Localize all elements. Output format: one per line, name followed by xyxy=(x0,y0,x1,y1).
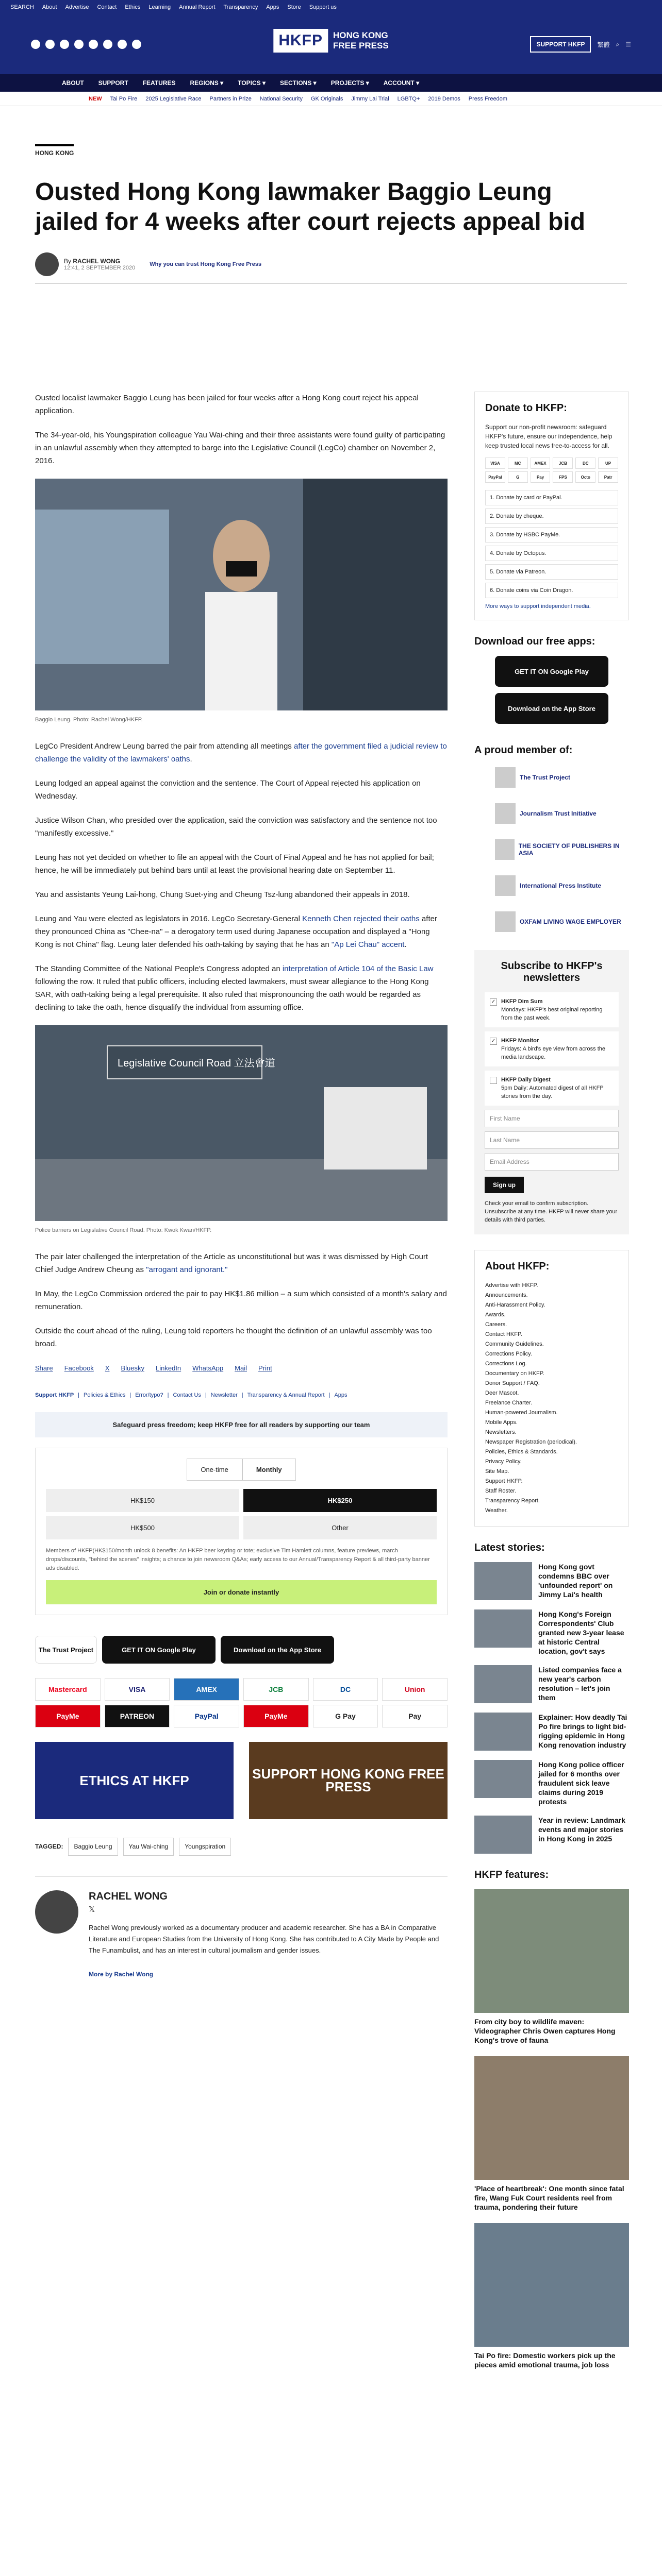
donate-option[interactable]: 2. Donate by cheque. xyxy=(485,509,618,524)
about-link[interactable]: Careers. xyxy=(485,1321,507,1328)
paragraph: Outside the court ahead of the ruling, Leung told reporters he thought the definition of an unlawful assembly was too broad. xyxy=(35,1327,432,1348)
story-thumbnail[interactable] xyxy=(474,1609,532,1648)
trust-link[interactable]: Why you can trust Hong Kong Free Press xyxy=(150,261,262,267)
footer-link[interactable]: Apps xyxy=(334,1392,347,1398)
mastercard-icon[interactable]: Mastercard xyxy=(35,1678,101,1701)
sidebar-heading: Download our free apps: xyxy=(474,636,595,647)
instagram-icon[interactable] xyxy=(60,40,69,49)
partner-logo[interactable]: THE SOCIETY OF PUBLISHERS IN ASIA xyxy=(495,837,629,862)
trust-project-logo[interactable]: The Trust Project xyxy=(35,1636,97,1664)
author-link[interactable]: RACHEL WONG xyxy=(73,258,121,265)
story-thumbnail[interactable] xyxy=(474,1713,532,1751)
about-link[interactable]: Transparency Report. xyxy=(485,1498,540,1504)
road-sign-text: Legislative Council Road 立法會道 xyxy=(118,1058,275,1069)
author-avatar[interactable] xyxy=(35,1890,78,1934)
about-link[interactable]: Corrections Log. xyxy=(485,1361,527,1367)
topbar-link[interactable]: Annual Report xyxy=(179,4,216,10)
partner-logo[interactable]: Journalism Trust Initiative xyxy=(495,801,629,826)
about-box xyxy=(474,1250,629,1527)
last-name-input[interactable]: Last Name xyxy=(485,1131,619,1149)
newsletter-box xyxy=(474,950,629,1234)
frequency-monthly[interactable]: Monthly xyxy=(242,1459,296,1481)
subnav-item[interactable]: GK Originals xyxy=(310,95,343,102)
story-thumbnail[interactable] xyxy=(474,1760,532,1798)
feature-story[interactable]: Tai Po fire: Domestic workers pick up the pieces amid emotional trauma, job loss xyxy=(474,2223,629,2369)
youtube-icon[interactable] xyxy=(89,40,98,49)
apple-pay-icon[interactable]: Pay xyxy=(531,471,551,483)
photo-caption: Baggio Leung. Photo: Rachel Wong/HKFP. xyxy=(35,717,143,723)
amex-icon[interactable]: AMEX xyxy=(174,1678,239,1701)
author-name[interactable]: RACHEL WONG xyxy=(89,1891,168,1902)
about-link[interactable]: Documentary on HKFP. xyxy=(485,1370,544,1377)
about-link[interactable]: Staff Roster. xyxy=(485,1488,517,1494)
about-link[interactable]: Advertise with HKFP. xyxy=(485,1282,538,1289)
inline-link[interactable]: "Ap Lei Chau" accent xyxy=(331,940,405,949)
about-link[interactable]: Awards. xyxy=(485,1312,506,1318)
about-link[interactable]: Site Map. xyxy=(485,1468,509,1475)
photo-illustration xyxy=(35,1025,448,1221)
paragraph: Ousted localist lawmaker Baggio Leung has been jailed for four weeks after a Hong Kong court reject his appeal application. xyxy=(35,394,419,415)
amount-option[interactable]: HK$500 xyxy=(46,1516,239,1539)
jcb-icon[interactable]: JCB xyxy=(243,1678,309,1701)
topbar-link[interactable]: Contact xyxy=(97,4,117,10)
paragraph: LegCo President Andrew Leung barred the pair from attending all meetings after the government filed a judicial review to challenge the validity of the lawmakers' oaths. xyxy=(35,742,447,764)
google-play-badge[interactable]: GET IT ON Google Play xyxy=(495,656,608,687)
share-bluesky[interactable]: Bluesky xyxy=(121,1364,144,1372)
topbar-link[interactable]: Apps xyxy=(266,4,279,10)
topbar-link[interactable]: Transparency xyxy=(223,4,258,10)
paragraph: The Standing Committee of the National People's Congress adopted an interpretation of Article 104 of the Basic Law following the row. It ruled that public officers, including elected lawmakers, must swear allegiance to the Hong Kong SAR, with oath-taking being a legal prerequisite. It also ruled that mispronouncing the oath would be regarded as declining to take the oath, hence disqualify the individual from assuming office. xyxy=(35,964,434,1012)
tag[interactable]: Youngspiration xyxy=(179,1838,231,1856)
more-by-author-link[interactable]: More by Rachel Wong xyxy=(89,1971,154,1978)
paragraph: The 34-year-old, his Youngspiration colleague Yau Wai-ching and their three assistants were found guilty of participating in an unlawful assembly when they attempted to barge into the Legislative Council (LegCo) chamber on November 2, 2016. xyxy=(35,431,445,465)
inline-link[interactable]: interpretation of Article 104 of the Basic Law xyxy=(282,964,434,973)
by-label: By xyxy=(64,258,72,265)
unionpay-icon[interactable]: UP xyxy=(598,457,618,469)
story-thumbnail[interactable] xyxy=(474,1562,532,1600)
about-link[interactable]: Policies, Ethics & Standards. xyxy=(485,1449,558,1455)
about-link[interactable]: Mobile Apps. xyxy=(485,1419,518,1426)
nav-item[interactable]: FEATURES xyxy=(142,79,176,87)
visa-icon[interactable]: VISA xyxy=(105,1678,170,1701)
frequency-one-time[interactable]: One-time xyxy=(187,1459,242,1481)
author-box xyxy=(35,1876,448,1981)
latest-story[interactable]: Hong Kong police officer jailed for 6 months over fraudulent sick leave claims during 2019 protests xyxy=(474,1760,629,1806)
partner-logo[interactable]: The Trust Project xyxy=(495,765,629,790)
more-ways-link[interactable]: More ways to support independent media. xyxy=(485,603,591,609)
latest-story[interactable]: Hong Kong's Foreign Correspondents' Club granted new 3-year lease at historic Central location, gov't says xyxy=(474,1609,629,1656)
donate-box xyxy=(474,392,629,620)
topbar-link[interactable]: Advertise xyxy=(65,4,89,10)
main-nav xyxy=(0,74,662,92)
paragraph: The pair later challenged the interpretation of the Article as unconstitutional but was it was dismissed by High Court Chief Judge Andrew Cheung as "arrogant and ignorant." xyxy=(35,1252,428,1274)
category-label[interactable]: HONG KONG xyxy=(35,144,74,157)
jcb-icon[interactable]: JCB xyxy=(553,457,573,469)
nav-item[interactable]: PROJECTS ▾ xyxy=(330,79,369,87)
share-whatsapp[interactable]: WhatsApp xyxy=(192,1364,224,1372)
subnav-item[interactable]: Partners in Prize xyxy=(209,95,252,102)
feature-image[interactable] xyxy=(474,1889,629,2013)
nav-item[interactable]: ABOUT xyxy=(62,79,84,87)
feature-story[interactable]: From city boy to wildlife maven: Videographer Chris Owen captures Hong Kong's trove of fauna xyxy=(474,1889,629,2045)
divider xyxy=(35,283,627,284)
topbar-link[interactable]: Store xyxy=(287,4,301,10)
search-icon[interactable]: ⌕ xyxy=(616,40,620,48)
inline-link[interactable]: after the government filed a judicial review to challenge the validity of the lawmakers' oaths xyxy=(35,742,447,764)
share-button[interactable]: Share xyxy=(35,1364,53,1372)
rss-icon[interactable] xyxy=(132,40,141,49)
threads-icon[interactable] xyxy=(74,40,84,49)
email-input[interactable]: Email Address xyxy=(485,1153,619,1171)
latest-stories xyxy=(474,1562,629,1854)
latest-story[interactable]: Explainer: How deadly Tai Po fire brings to light bid-rigging epidemic in Hong Kong renovation industry xyxy=(474,1713,629,1751)
diners-icon[interactable]: DC xyxy=(575,457,595,469)
support-promo[interactable]: SUPPORT HONG KONG FREE PRESS xyxy=(249,1742,448,1819)
article-header xyxy=(35,129,627,284)
footer-link[interactable]: Transparency & Annual Report xyxy=(247,1392,325,1398)
partner-logo[interactable]: International Press Institute xyxy=(495,873,629,899)
telegram-icon[interactable] xyxy=(103,40,112,49)
paypal-icon[interactable]: PayPal xyxy=(485,471,505,483)
donate-text: Support our non-profit newsroom: safeguard HKFP's future, ensure our independence, help keep trusted local news free-to-access for all. xyxy=(485,423,613,449)
language-toggle[interactable]: 繁體 xyxy=(597,41,610,48)
baggio-leung-photo xyxy=(35,479,448,710)
sidebar-heading: Latest stories: xyxy=(474,1542,545,1553)
join-donate-button[interactable]: Join or donate instantly xyxy=(46,1580,437,1604)
latest-story[interactable]: Year in review: Landmark events and major stories in Hong Kong in 2025 xyxy=(474,1816,629,1854)
mastercard-icon[interactable]: MC xyxy=(508,457,528,469)
paragraph: Justice Wilson Chan, who presided over the application, said the conviction was satisfactory and the sentence not too "manifestly excessive." xyxy=(35,816,437,838)
facebook-icon[interactable] xyxy=(31,40,40,49)
payme-icon[interactable]: PayMe xyxy=(35,1705,101,1727)
subnav-item[interactable]: Jimmy Lai Trial xyxy=(351,95,389,102)
partner-logos xyxy=(474,765,629,935)
about-link[interactable]: Human-powered Journalism. xyxy=(485,1410,558,1416)
article-title: Ousted Hong Kong lawmaker Baggio Leung jailed for 4 weeks after court rejects appeal bid xyxy=(35,178,586,235)
subnav-item[interactable]: Tai Po Fire xyxy=(110,95,138,102)
diners-icon[interactable]: DC xyxy=(313,1678,378,1701)
newsletter-option[interactable]: ✓ HKFP Dim Sum Mondays: HKFP's best original reporting from the past week. xyxy=(485,992,619,1027)
legco-road-photo xyxy=(35,1025,448,1221)
subnav-item[interactable]: 2019 Demos xyxy=(428,95,460,102)
paragraph: In May, the LegCo Commission ordered the pair to pay HK$1.86 million – a sum which consisted of a month's salary and remuneration. xyxy=(35,1290,447,1311)
photo-caption: Police barriers on Legislative Council Road. Photo: Kwok Kwan/HKFP. xyxy=(35,1227,212,1233)
x-icon[interactable]: 𝕏 xyxy=(89,1905,95,1914)
amount-option[interactable]: Other xyxy=(243,1516,437,1539)
topbar-link[interactable]: Support us xyxy=(309,4,337,10)
about-link[interactable]: Newsletters. xyxy=(485,1429,517,1435)
tag-list xyxy=(35,1838,448,1856)
footer-link[interactable]: Newsletter xyxy=(210,1392,238,1398)
about-link[interactable]: Corrections Policy. xyxy=(485,1351,532,1357)
safeguard-banner[interactable]: Safeguard press freedom; keep HKFP free for all readers by supporting our team xyxy=(35,1412,448,1437)
story-thumbnail[interactable] xyxy=(474,1665,532,1703)
about-link[interactable]: Donor Support / FAQ. xyxy=(485,1380,540,1386)
about-link[interactable]: Contact HKFP. xyxy=(485,1331,522,1337)
about-link[interactable]: Privacy Policy. xyxy=(485,1459,522,1465)
topic-subnav xyxy=(0,92,662,106)
footer-link[interactable]: Error/typo? xyxy=(135,1392,163,1398)
sidebar xyxy=(474,392,629,2381)
about-links xyxy=(485,1281,618,1516)
x-icon[interactable] xyxy=(45,40,55,49)
partner-logo[interactable]: OXFAM LIVING WAGE EMPLOYER xyxy=(495,909,629,935)
donate-option[interactable]: 3. Donate by HSBC PayMe. xyxy=(485,527,618,543)
donate-option[interactable]: 5. Donate via Patreon. xyxy=(485,564,618,580)
google-pay-icon[interactable]: G xyxy=(508,471,528,483)
menu-icon[interactable]: ☰ xyxy=(625,41,631,48)
promo-banners xyxy=(35,1742,448,1819)
article-footer-links: Support HKFP | Policies & Ethics | Error/typo? | Contact Us | Newsletter | Transparency & Annual Report | Apps xyxy=(35,1389,448,1402)
share-linkedin[interactable]: LinkedIn xyxy=(156,1364,181,1372)
author-avatar[interactable] xyxy=(35,252,59,276)
app-badges xyxy=(35,1636,448,1664)
payment-methods xyxy=(35,1678,448,1727)
share-facebook[interactable]: Facebook xyxy=(64,1364,94,1372)
top-utility-bar xyxy=(0,0,662,14)
feature-image[interactable] xyxy=(474,2223,629,2347)
patreon-icon[interactable]: Patr xyxy=(598,471,618,483)
payme-icon[interactable]: PayMe xyxy=(243,1705,309,1727)
visa-icon[interactable]: VISA xyxy=(485,457,505,469)
paragraph: Leung lodged an appeal against the conviction and the sentence. The Court of Appeal rejected his application on Wednesday. xyxy=(35,779,421,801)
subnav-item[interactable]: Press Freedom xyxy=(468,95,507,102)
footer-link[interactable]: Contact Us xyxy=(173,1392,201,1398)
tagged-label: TAGGED: xyxy=(35,1843,63,1850)
about-link[interactable]: Community Guidelines. xyxy=(485,1341,544,1347)
checkbox-checked[interactable]: ✓ xyxy=(490,998,497,1006)
social-icons xyxy=(31,40,141,49)
byline xyxy=(35,252,627,276)
google-pay-icon[interactable]: G Pay xyxy=(313,1705,378,1727)
subnav-item[interactable]: National Security xyxy=(259,95,303,102)
donate-option[interactable]: 4. Donate by Octopus. xyxy=(485,546,618,561)
newsletter-note: Check your email to confirm subscription. Unsubscribe at any time. HKFP will never share your details with third parties. xyxy=(485,1200,618,1223)
about-link[interactable]: Support HKFP. xyxy=(485,1478,523,1484)
logo-line-2: FREE PRESS xyxy=(333,41,389,50)
about-link[interactable]: Deer Mascot. xyxy=(485,1390,519,1396)
inline-link[interactable]: Kenneth Chen rejected their oaths xyxy=(302,914,420,923)
article-body xyxy=(35,392,448,1981)
nav-item[interactable]: TOPICS ▾ xyxy=(238,79,266,87)
share-bar xyxy=(35,1362,448,1375)
ethics-promo[interactable]: ETHICS AT HKFP xyxy=(35,1742,234,1819)
sidebar-heading: A proud member of: xyxy=(474,744,573,756)
sidebar-heading: About HKFP: xyxy=(485,1261,550,1272)
nav-item[interactable]: ACCOUNT ▾ xyxy=(383,79,420,87)
site-logo[interactable] xyxy=(273,29,388,53)
signup-button[interactable]: Sign up xyxy=(485,1177,524,1193)
paragraph: Leung has not yet decided on whether to file an appeal with the Court of Final Appeal and he has not applied for bail; hence, he will be immediately put behind bars until at least the provisional hearing date on September 11. xyxy=(35,853,434,875)
topbar-link[interactable]: Learning xyxy=(148,4,171,10)
app-store-badge[interactable]: Download on the App Store xyxy=(221,1636,334,1664)
share-x[interactable]: X xyxy=(105,1364,110,1372)
tag[interactable]: Baggio Leung xyxy=(68,1838,118,1856)
support-hkfp-button[interactable]: SUPPORT HKFP xyxy=(530,36,591,53)
nav-item[interactable]: SUPPORT xyxy=(98,79,128,87)
about-link[interactable]: Newspaper Registration (periodical). xyxy=(485,1439,577,1445)
app-store-badge[interactable]: Download on the App Store xyxy=(495,693,608,724)
story-thumbnail[interactable] xyxy=(474,1816,532,1854)
publish-date: 12:41, 2 SEPTEMBER 2020 xyxy=(64,265,136,271)
author-bio: Rachel Wong previously worked as a documentary producer and academic researcher. She has a BA in Comparative Literature and European Studies from the University of Hong Kong. She has contributed to A City Made by People and The Funambulist, and has an interest in cultural journalism and gender issues. xyxy=(89,1924,439,1954)
logo-mark: HKFP xyxy=(273,29,328,53)
feature-story[interactable]: 'Place of heartbreak': One month since fatal fire, Wang Fuk Court residents reel from trauma, pondering their future xyxy=(474,2056,629,2212)
unionpay-icon[interactable]: Union xyxy=(382,1678,448,1701)
amount-option-selected[interactable]: HK$250 xyxy=(243,1489,437,1512)
about-link[interactable]: Announcements. xyxy=(485,1292,528,1298)
amex-icon[interactable]: AMEX xyxy=(531,457,551,469)
inline-link[interactable]: "arrogant and ignorant." xyxy=(146,1265,228,1274)
tag[interactable]: Yau Wai-ching xyxy=(123,1838,174,1856)
topbar-link[interactable]: Ethics xyxy=(125,4,141,10)
photo-illustration xyxy=(35,479,448,710)
sidebar-heading: Donate to HKFP: xyxy=(485,402,567,414)
about-link[interactable]: Anti-Harassment Policy. xyxy=(485,1302,545,1308)
donate-option[interactable]: 1. Donate by card or PayPal. xyxy=(485,490,618,505)
latest-story[interactable]: Hong Kong govt condemns BBC over 'unfounded report' on Jimmy Lai's health xyxy=(474,1562,629,1600)
donation-widget xyxy=(35,1448,448,1615)
donate-options xyxy=(485,490,618,598)
newsletter-option[interactable]: ✓ HKFP Monitor Fridays: A bird's eye view from across the media landscape. xyxy=(485,1031,619,1066)
patreon-icon[interactable]: PATREON xyxy=(105,1705,170,1727)
checkbox[interactable] xyxy=(490,1077,497,1084)
nav-item[interactable]: REGIONS ▾ xyxy=(190,79,224,87)
paragraph: Leung and Yau were elected as legislators in 2016. LegCo Secretary-General Kenneth Chen rejected their oaths after they pronounced China as "Chee-na" – a derogatory term used during Japanese occupation and displayed a "Hong Kong is not China" flag. Leung later defended his oath-taking by saying that he has an "Ap Lei Chau" accent. xyxy=(35,914,437,949)
fps-icon[interactable]: FPS xyxy=(553,471,573,483)
new-label: NEW xyxy=(89,95,102,102)
about-link[interactable]: Weather. xyxy=(485,1507,508,1514)
newsletter-option[interactable]: HKFP Daily Digest 5pm Daily: Automated digest of all HKFP stories from the day. xyxy=(485,1071,619,1106)
about-link[interactable]: Freelance Charter. xyxy=(485,1400,533,1406)
mail-icon[interactable] xyxy=(118,40,127,49)
subnav-item[interactable]: LGBTQ+ xyxy=(397,95,420,102)
first-name-input[interactable]: First Name xyxy=(485,1110,619,1127)
share-mail[interactable]: Mail xyxy=(235,1364,247,1372)
footer-link[interactable]: Policies & Ethics xyxy=(84,1392,126,1398)
feature-image[interactable] xyxy=(474,2056,629,2180)
search-link[interactable]: SEARCH xyxy=(10,4,34,10)
topbar-link[interactable]: About xyxy=(42,4,57,10)
apple-pay-icon[interactable]: Pay xyxy=(382,1705,448,1727)
latest-story[interactable]: Listed companies face a new year's carbon resolution – let's join them xyxy=(474,1665,629,1703)
payment-icons xyxy=(485,457,618,483)
paypal-icon[interactable]: PayPal xyxy=(174,1705,239,1727)
sidebar-heading: HKFP features: xyxy=(474,1869,549,1880)
donate-option[interactable]: 6. Donate coins via Coin Dragon. xyxy=(485,583,618,598)
site-header xyxy=(0,14,662,74)
checkbox-checked[interactable]: ✓ xyxy=(490,1038,497,1045)
sidebar-heading: Subscribe to HKFP's newsletters xyxy=(501,960,603,984)
logo-line-1: HONG KONG xyxy=(333,30,388,40)
octopus-icon[interactable]: Octo xyxy=(575,471,595,483)
membership-note: Members of HKFP(HK$150/month unlock 8 benefits: An HKFP beer keyring or tote; exclusive Tim Hamlett columns, feature previews, march drops/discounts, "behind the scenes" insights; a chance to join newsroom Q&As; early access to our Annual/Transparency Report & all third-party banner ads disabled. xyxy=(46,1548,430,1571)
share-print[interactable]: Print xyxy=(258,1364,272,1372)
subnav-item[interactable]: 2025 Legislative Race xyxy=(145,95,202,102)
amount-option[interactable]: HK$150 xyxy=(46,1489,239,1512)
google-play-badge[interactable]: GET IT ON Google Play xyxy=(102,1636,216,1664)
paragraph: Yau and assistants Yeung Lai-hong, Chung Suet-ying and Cheung Tsz-lung abandoned their appeals in 2018. xyxy=(35,890,410,899)
nav-item[interactable]: SECTIONS ▾ xyxy=(279,79,317,87)
footer-link[interactable]: Support HKFP xyxy=(35,1392,74,1398)
